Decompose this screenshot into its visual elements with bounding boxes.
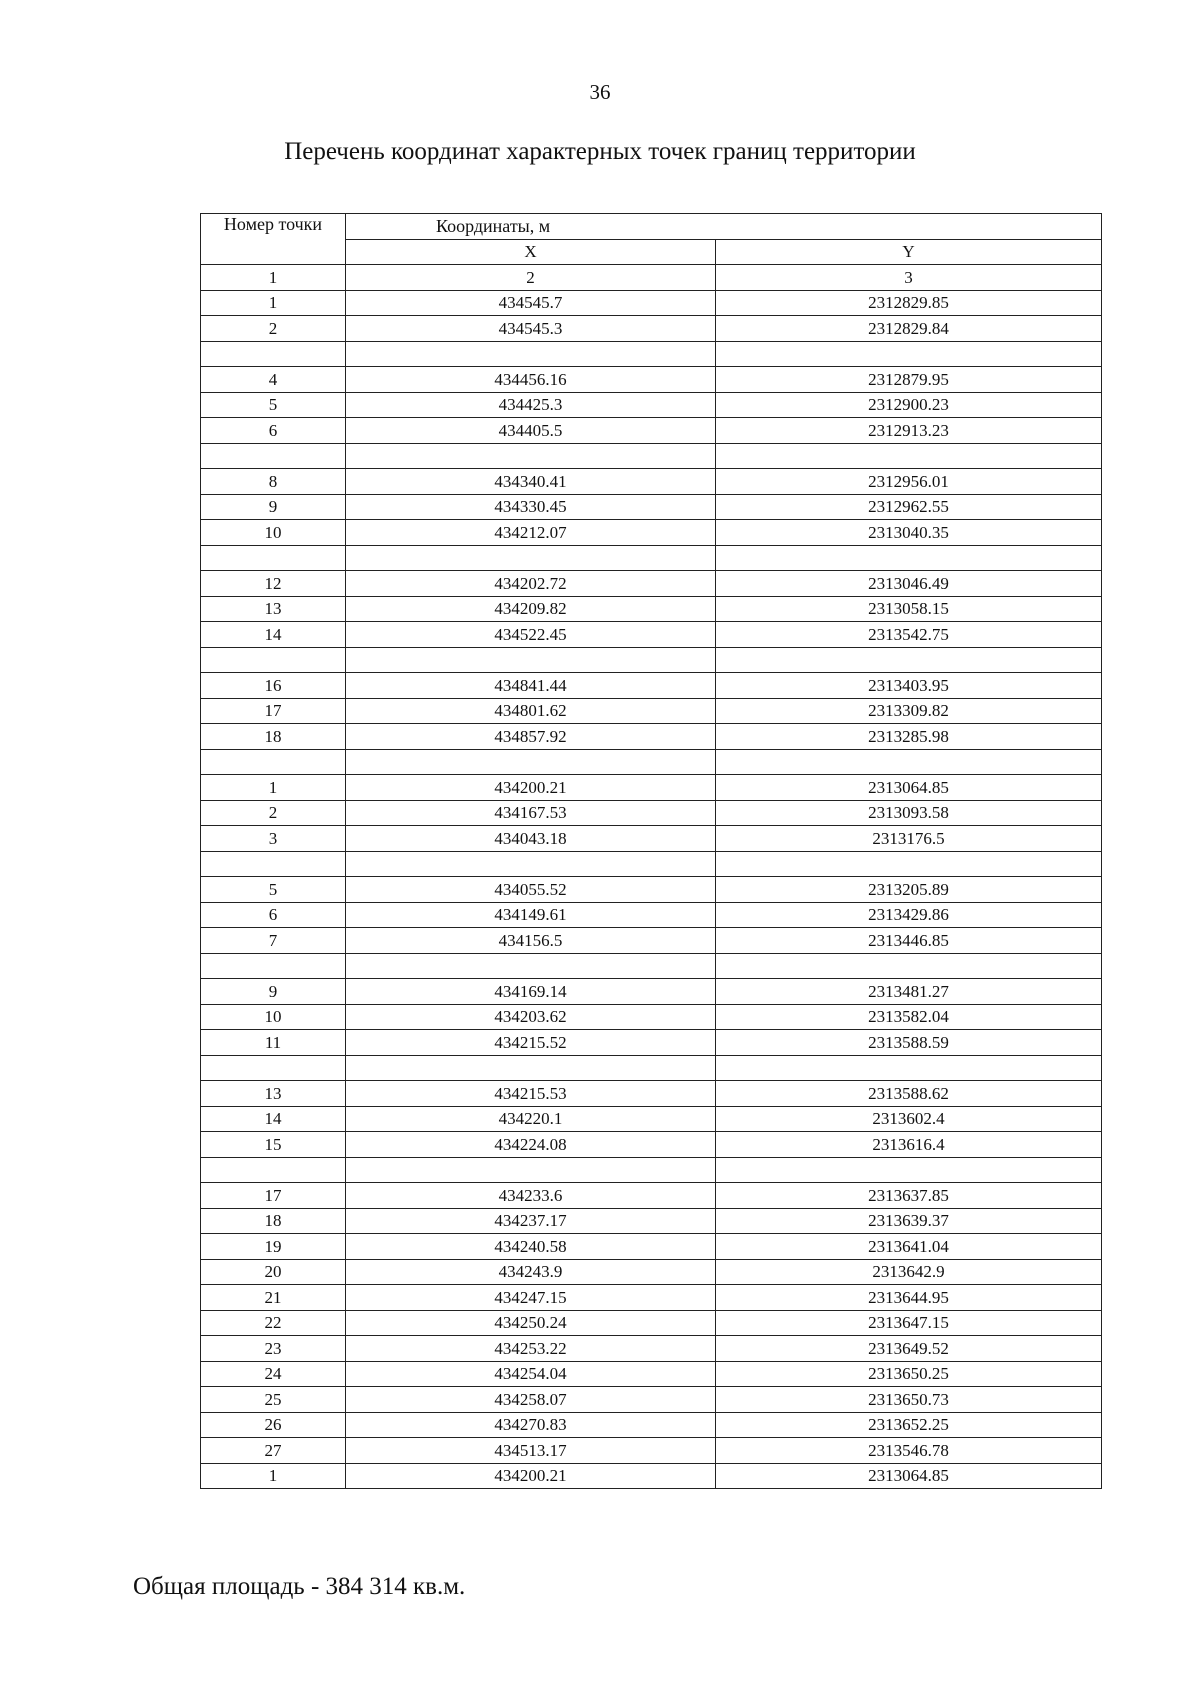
x-coordinate-cell: 434330.45 bbox=[346, 494, 716, 520]
table-row bbox=[201, 443, 1102, 469]
y-coordinate-cell: 2312829.85 bbox=[716, 290, 1102, 316]
x-coordinate-cell: 434200.21 bbox=[346, 1463, 716, 1489]
table-body bbox=[201, 290, 1102, 1489]
point-number-cell bbox=[201, 1055, 346, 1081]
point-number-cell: 15 bbox=[201, 1132, 346, 1158]
y-coordinate-cell: 2312956.01 bbox=[716, 469, 1102, 495]
x-coordinate-cell: 434254.04 bbox=[346, 1361, 716, 1387]
table-row bbox=[201, 392, 1102, 418]
point-number-cell: 24 bbox=[201, 1361, 346, 1387]
point-number-cell: 27 bbox=[201, 1438, 346, 1464]
y-coordinate-cell: 2313481.27 bbox=[716, 979, 1102, 1005]
x-coordinate-cell: 434149.61 bbox=[346, 902, 716, 928]
table-row bbox=[201, 290, 1102, 316]
x-coordinate-cell: 434513.17 bbox=[346, 1438, 716, 1464]
table-row bbox=[201, 1208, 1102, 1234]
y-coordinate-cell bbox=[716, 749, 1102, 775]
document-title: Перечень координат характерных точек границ территории bbox=[284, 138, 916, 165]
x-coordinate-cell: 434456.16 bbox=[346, 367, 716, 393]
table-row bbox=[201, 1106, 1102, 1132]
x-coordinate-cell bbox=[346, 647, 716, 673]
point-number-cell bbox=[201, 545, 346, 571]
point-number-cell: 12 bbox=[201, 571, 346, 597]
point-number-cell: 18 bbox=[201, 1208, 346, 1234]
point-number-cell: 17 bbox=[201, 1183, 346, 1209]
x-coordinate-cell: 434203.62 bbox=[346, 1004, 716, 1030]
x-coordinate-cell bbox=[346, 749, 716, 775]
y-coordinate-cell: 2313093.58 bbox=[716, 800, 1102, 826]
y-coordinate-cell: 2313650.73 bbox=[716, 1387, 1102, 1413]
point-number-cell bbox=[201, 953, 346, 979]
point-number-cell: 14 bbox=[201, 1106, 346, 1132]
table-row bbox=[201, 1387, 1102, 1413]
x-coordinate-cell: 434224.08 bbox=[346, 1132, 716, 1158]
y-coordinate-cell: 2313205.89 bbox=[716, 877, 1102, 903]
table-row bbox=[201, 1081, 1102, 1107]
column-index-3: 3 bbox=[716, 265, 1102, 291]
x-coordinate-cell: 434043.18 bbox=[346, 826, 716, 852]
table-row bbox=[201, 851, 1102, 877]
x-coordinate-cell: 434215.53 bbox=[346, 1081, 716, 1107]
y-coordinate-cell bbox=[716, 545, 1102, 571]
table-row bbox=[201, 928, 1102, 954]
point-number-cell: 10 bbox=[201, 1004, 346, 1030]
x-coordinate-cell: 434247.15 bbox=[346, 1285, 716, 1311]
x-coordinate-cell bbox=[346, 443, 716, 469]
y-coordinate-cell: 2313176.5 bbox=[716, 826, 1102, 852]
y-coordinate-cell bbox=[716, 953, 1102, 979]
header-x: X bbox=[346, 239, 716, 265]
y-coordinate-cell: 2313588.59 bbox=[716, 1030, 1102, 1056]
point-number-cell bbox=[201, 443, 346, 469]
table-row bbox=[201, 953, 1102, 979]
point-number-cell: 1 bbox=[201, 290, 346, 316]
x-coordinate-cell: 434215.52 bbox=[346, 1030, 716, 1056]
point-number-cell: 25 bbox=[201, 1387, 346, 1413]
y-coordinate-cell: 2313641.04 bbox=[716, 1234, 1102, 1260]
x-coordinate-cell: 434253.22 bbox=[346, 1336, 716, 1362]
x-coordinate-cell: 434240.58 bbox=[346, 1234, 716, 1260]
x-coordinate-cell: 434055.52 bbox=[346, 877, 716, 903]
table-row bbox=[201, 673, 1102, 699]
table-row bbox=[201, 1004, 1102, 1030]
point-number-cell: 19 bbox=[201, 1234, 346, 1260]
x-coordinate-cell: 434405.5 bbox=[346, 418, 716, 444]
point-number-cell: 13 bbox=[201, 596, 346, 622]
point-number-cell: 7 bbox=[201, 928, 346, 954]
y-coordinate-cell: 2313602.4 bbox=[716, 1106, 1102, 1132]
y-coordinate-cell: 2313588.62 bbox=[716, 1081, 1102, 1107]
column-index-1: 1 bbox=[201, 265, 346, 291]
x-coordinate-cell: 434200.21 bbox=[346, 775, 716, 801]
x-coordinate-cell bbox=[346, 953, 716, 979]
x-coordinate-cell: 434545.7 bbox=[346, 290, 716, 316]
table-row bbox=[201, 571, 1102, 597]
point-number-cell: 6 bbox=[201, 418, 346, 444]
y-coordinate-cell: 2313616.4 bbox=[716, 1132, 1102, 1158]
table-row bbox=[201, 698, 1102, 724]
point-number-cell: 5 bbox=[201, 877, 346, 903]
point-number-cell bbox=[201, 851, 346, 877]
y-coordinate-cell: 2313446.85 bbox=[716, 928, 1102, 954]
table-row bbox=[201, 902, 1102, 928]
y-coordinate-cell: 2312913.23 bbox=[716, 418, 1102, 444]
point-number-cell: 5 bbox=[201, 392, 346, 418]
y-coordinate-cell: 2313642.9 bbox=[716, 1259, 1102, 1285]
point-number-cell: 9 bbox=[201, 494, 346, 520]
x-coordinate-cell: 434250.24 bbox=[346, 1310, 716, 1336]
point-number-cell: 14 bbox=[201, 622, 346, 648]
table-row bbox=[201, 1438, 1102, 1464]
table-row bbox=[201, 1157, 1102, 1183]
x-coordinate-cell: 434857.92 bbox=[346, 724, 716, 750]
x-coordinate-cell: 434237.17 bbox=[346, 1208, 716, 1234]
y-coordinate-cell bbox=[716, 1055, 1102, 1081]
header-coordinates: Координаты, м bbox=[346, 214, 1102, 240]
y-coordinate-cell: 2313649.52 bbox=[716, 1336, 1102, 1362]
y-coordinate-cell bbox=[716, 851, 1102, 877]
x-coordinate-cell: 434270.83 bbox=[346, 1412, 716, 1438]
table-row bbox=[201, 469, 1102, 495]
y-coordinate-cell: 2313309.82 bbox=[716, 698, 1102, 724]
table-header-row bbox=[201, 214, 1102, 240]
table-row bbox=[201, 1132, 1102, 1158]
point-number-cell: 11 bbox=[201, 1030, 346, 1056]
table-row bbox=[201, 1463, 1102, 1489]
y-coordinate-cell: 2313647.15 bbox=[716, 1310, 1102, 1336]
point-number-cell bbox=[201, 341, 346, 367]
point-number-cell: 23 bbox=[201, 1336, 346, 1362]
column-index-2: 2 bbox=[346, 265, 716, 291]
table-row bbox=[201, 1055, 1102, 1081]
point-number-cell: 20 bbox=[201, 1259, 346, 1285]
coordinates-table bbox=[200, 213, 1102, 1489]
point-number-cell: 10 bbox=[201, 520, 346, 546]
point-number-cell: 9 bbox=[201, 979, 346, 1005]
table-row bbox=[201, 775, 1102, 801]
point-number-cell: 17 bbox=[201, 698, 346, 724]
table-row bbox=[201, 979, 1102, 1005]
y-coordinate-cell: 2312962.55 bbox=[716, 494, 1102, 520]
x-coordinate-cell: 434545.3 bbox=[346, 316, 716, 342]
y-coordinate-cell bbox=[716, 341, 1102, 367]
table-row bbox=[201, 494, 1102, 520]
table-row bbox=[201, 1412, 1102, 1438]
table-row bbox=[201, 749, 1102, 775]
y-coordinate-cell bbox=[716, 647, 1102, 673]
point-number-cell: 13 bbox=[201, 1081, 346, 1107]
page-number: 36 bbox=[589, 80, 611, 104]
y-coordinate-cell bbox=[716, 1157, 1102, 1183]
x-coordinate-cell bbox=[346, 545, 716, 571]
table-row bbox=[201, 1234, 1102, 1260]
y-coordinate-cell: 2312900.23 bbox=[716, 392, 1102, 418]
table-row bbox=[201, 647, 1102, 673]
x-coordinate-cell bbox=[346, 1055, 716, 1081]
table-row bbox=[201, 1285, 1102, 1311]
point-number-cell: 16 bbox=[201, 673, 346, 699]
x-coordinate-cell bbox=[346, 1157, 716, 1183]
y-coordinate-cell: 2313429.86 bbox=[716, 902, 1102, 928]
y-coordinate-cell: 2312829.84 bbox=[716, 316, 1102, 342]
y-coordinate-cell: 2313285.98 bbox=[716, 724, 1102, 750]
x-coordinate-cell: 434167.53 bbox=[346, 800, 716, 826]
table-row bbox=[201, 877, 1102, 903]
point-number-cell: 1 bbox=[201, 775, 346, 801]
x-coordinate-cell: 434258.07 bbox=[346, 1387, 716, 1413]
table-row bbox=[201, 418, 1102, 444]
table-column-index-row bbox=[201, 265, 1102, 291]
point-number-cell bbox=[201, 1157, 346, 1183]
point-number-cell bbox=[201, 749, 346, 775]
y-coordinate-cell: 2312879.95 bbox=[716, 367, 1102, 393]
point-number-cell bbox=[201, 647, 346, 673]
y-coordinate-cell: 2313403.95 bbox=[716, 673, 1102, 699]
y-coordinate-cell: 2313650.25 bbox=[716, 1361, 1102, 1387]
table-row bbox=[201, 367, 1102, 393]
y-coordinate-cell: 2313058.15 bbox=[716, 596, 1102, 622]
y-coordinate-cell: 2313040.35 bbox=[716, 520, 1102, 546]
point-number-cell: 22 bbox=[201, 1310, 346, 1336]
y-coordinate-cell: 2313639.37 bbox=[716, 1208, 1102, 1234]
y-coordinate-cell: 2313064.85 bbox=[716, 775, 1102, 801]
y-coordinate-cell: 2313542.75 bbox=[716, 622, 1102, 648]
x-coordinate-cell: 434425.3 bbox=[346, 392, 716, 418]
x-coordinate-cell: 434212.07 bbox=[346, 520, 716, 546]
y-coordinate-cell: 2313582.04 bbox=[716, 1004, 1102, 1030]
y-coordinate-cell: 2313046.49 bbox=[716, 571, 1102, 597]
point-number-cell: 2 bbox=[201, 316, 346, 342]
header-point-number: Номер точки bbox=[201, 214, 346, 265]
y-coordinate-cell: 2313546.78 bbox=[716, 1438, 1102, 1464]
y-coordinate-cell: 2313064.85 bbox=[716, 1463, 1102, 1489]
table-row bbox=[201, 316, 1102, 342]
point-number-cell: 4 bbox=[201, 367, 346, 393]
table-row bbox=[201, 1259, 1102, 1285]
table-row bbox=[201, 341, 1102, 367]
total-area: Общая площадь - 384 314 кв.м. bbox=[133, 1573, 466, 1600]
table-row bbox=[201, 1183, 1102, 1209]
header-y: Y bbox=[716, 239, 1102, 265]
table-row bbox=[201, 1336, 1102, 1362]
table-row bbox=[201, 800, 1102, 826]
x-coordinate-cell bbox=[346, 851, 716, 877]
point-number-cell: 3 bbox=[201, 826, 346, 852]
x-coordinate-cell: 434220.1 bbox=[346, 1106, 716, 1132]
x-coordinate-cell: 434169.14 bbox=[346, 979, 716, 1005]
point-number-cell: 18 bbox=[201, 724, 346, 750]
y-coordinate-cell: 2313644.95 bbox=[716, 1285, 1102, 1311]
table-row bbox=[201, 596, 1102, 622]
x-coordinate-cell: 434522.45 bbox=[346, 622, 716, 648]
point-number-cell: 21 bbox=[201, 1285, 346, 1311]
x-coordinate-cell: 434156.5 bbox=[346, 928, 716, 954]
y-coordinate-cell: 2313652.25 bbox=[716, 1412, 1102, 1438]
table-row bbox=[201, 1030, 1102, 1056]
table-row bbox=[201, 724, 1102, 750]
point-number-cell: 2 bbox=[201, 800, 346, 826]
y-coordinate-cell: 2313637.85 bbox=[716, 1183, 1102, 1209]
x-coordinate-cell bbox=[346, 341, 716, 367]
point-number-cell: 1 bbox=[201, 1463, 346, 1489]
y-coordinate-cell bbox=[716, 443, 1102, 469]
x-coordinate-cell: 434841.44 bbox=[346, 673, 716, 699]
point-number-cell: 26 bbox=[201, 1412, 346, 1438]
table-row bbox=[201, 826, 1102, 852]
table-row bbox=[201, 1310, 1102, 1336]
x-coordinate-cell: 434209.82 bbox=[346, 596, 716, 622]
x-coordinate-cell: 434340.41 bbox=[346, 469, 716, 495]
x-coordinate-cell: 434243.9 bbox=[346, 1259, 716, 1285]
x-coordinate-cell: 434801.62 bbox=[346, 698, 716, 724]
point-number-cell: 6 bbox=[201, 902, 346, 928]
x-coordinate-cell: 434202.72 bbox=[346, 571, 716, 597]
table-row bbox=[201, 1361, 1102, 1387]
x-coordinate-cell: 434233.6 bbox=[346, 1183, 716, 1209]
point-number-cell: 8 bbox=[201, 469, 346, 495]
table-row bbox=[201, 520, 1102, 546]
table-row bbox=[201, 622, 1102, 648]
table-row bbox=[201, 545, 1102, 571]
